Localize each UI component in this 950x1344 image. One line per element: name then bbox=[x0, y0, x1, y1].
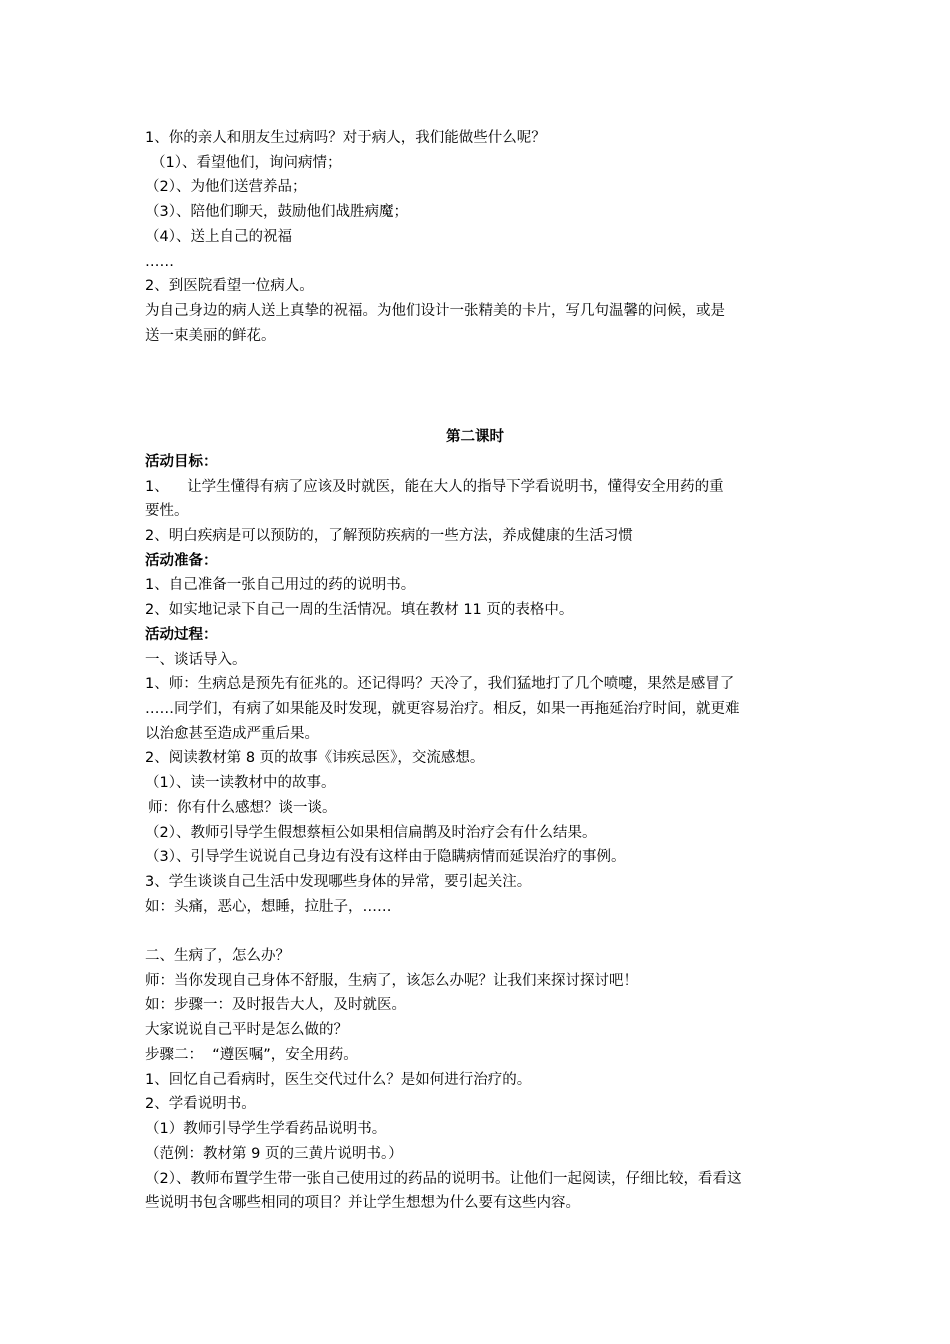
part-2-heading: 二、生病了，怎么办？ bbox=[145, 948, 290, 964]
lesson-title: 第二课时 bbox=[446, 429, 504, 445]
part-1-heading: 一、谈话导入。 bbox=[145, 652, 247, 668]
paragraph-line: 步骤二： “遵医嘱”，安全用药。 bbox=[145, 1047, 358, 1063]
paragraph-line: 如：步骤一：及时报告大人，及时就医。 bbox=[145, 997, 406, 1013]
list-item: （1）、读一读教材中的故事。 bbox=[145, 775, 336, 791]
prep-item: 1、自己准备一张自己用过的药的说明书。 bbox=[145, 577, 416, 593]
list-item: （4）、送上自己的祝福 bbox=[145, 229, 292, 245]
paragraph-line: 以治愈甚至造成严重后果。 bbox=[145, 726, 319, 742]
list-item: （3）、引导学生说说自己身边有没有这样由于隐瞒病情而延误治疗的事例。 bbox=[145, 849, 626, 865]
question-2: 2、到医院看望一位病人。 bbox=[145, 278, 314, 294]
goal-1-cont: 要性。 bbox=[145, 503, 189, 519]
goal-2: 2、明白疾病是可以预防的，了解预防疾病的一些方法，养成健康的生活习惯 bbox=[145, 528, 633, 544]
paragraph-line: 1、师：生病总是预先有征兆的。还记得吗？天冷了，我们猛地打了几个喷嚏，果然是感冒了 bbox=[145, 676, 735, 692]
paragraph-line: 为自己身边的病人送上真挚的祝福。为他们设计一张精美的卡片，写几句温馨的问候，或是 bbox=[145, 303, 725, 319]
paragraph-line: （2）、教师布置学生带一张自己使用过的药品的说明书。让他们一起阅读，仔细比较，看看这 bbox=[145, 1171, 742, 1187]
process-heading: 活动过程： bbox=[145, 627, 218, 643]
prep-heading: 活动准备： bbox=[145, 553, 218, 569]
goal-1: 1、 让学生懂得有病了应该及时就医，能在大人的指导下学看说明书，懂得安全用药的重 bbox=[145, 479, 724, 495]
paragraph-line: 1、回忆自己看病时，医生交代过什么？是如何进行治疗的。 bbox=[145, 1072, 532, 1088]
goals-heading: 活动目标： bbox=[145, 454, 218, 470]
list-item: （3）、陪他们聊天，鼓励他们战胜病魔； bbox=[145, 204, 408, 220]
prep-item: 2、如实地记录下自己一周的生活情况。填在教材 11 页的表格中。 bbox=[145, 602, 574, 618]
paragraph-line: （范例：教材第 9 页的三黄片说明书。） bbox=[145, 1146, 403, 1162]
ellipsis: …… bbox=[145, 254, 174, 270]
list-item: （1）教师引导学生学看药品说明书。 bbox=[145, 1121, 387, 1137]
paragraph-line: 师：当你发现自己身体不舒服，生病了，该怎么办呢？让我们来探讨探讨吧！ bbox=[145, 973, 638, 989]
paragraph-line: 2、阅读教材第 8 页的故事《讳疾忌医》，交流感想。 bbox=[145, 750, 485, 766]
paragraph-line: ……同学们，有病了如果能及时发现，就更容易治疗。相反，如果一再拖延治疗时间，就更难 bbox=[145, 701, 740, 717]
list-item: （2）、教师引导学生假想蔡桓公如果相信扁鹊及时治疗会有什么结果。 bbox=[145, 825, 597, 841]
paragraph-line: 3、学生谈谈自己生活中发现哪些身体的异常，要引起关注。 bbox=[145, 874, 532, 890]
paragraph-line: 大家说说自己平时是怎么做的？ bbox=[145, 1022, 348, 1038]
list-item: （2）、为他们送营养品； bbox=[145, 179, 307, 195]
paragraph-line: 送一束美丽的鲜花。 bbox=[145, 328, 276, 344]
paragraph-line: 2、学看说明书。 bbox=[145, 1096, 256, 1112]
list-item: （1）、看望他们，询问病情； bbox=[151, 155, 342, 171]
paragraph-line: 师：你有什么感想？谈一谈。 bbox=[148, 800, 337, 816]
question-1: 1、你的亲人和朋友生过病吗？对于病人，我们能做些什么呢？ bbox=[145, 130, 546, 146]
paragraph-line: 些说明书包含哪些相同的项目？并让学生想想为什么要有这些内容。 bbox=[145, 1195, 580, 1211]
paragraph-line: 如：头痛，恶心，想睡，拉肚子，…… bbox=[145, 899, 392, 915]
